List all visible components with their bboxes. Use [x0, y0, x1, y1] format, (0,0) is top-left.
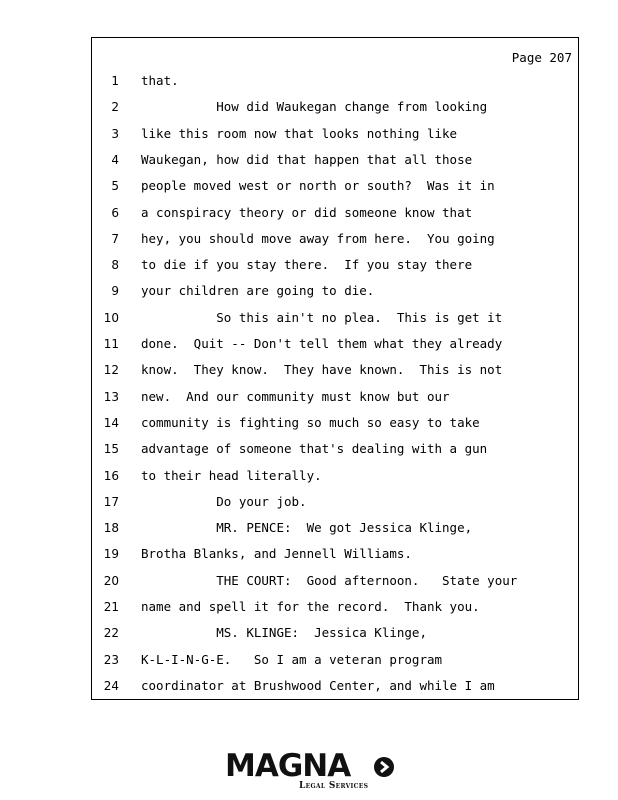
transcript-line	[92, 388, 578, 414]
line-text: that.	[141, 73, 179, 88]
line-number: 7	[111, 231, 119, 246]
line-number: 24	[103, 678, 119, 693]
transcript-line	[92, 282, 578, 308]
page-number: Page 207	[511, 50, 572, 65]
line-number: 2	[111, 100, 119, 115]
transcript-line	[92, 414, 578, 440]
line-number: 3	[111, 126, 119, 141]
transcript-line	[92, 151, 578, 177]
line-number: 13	[103, 389, 119, 404]
line-number: 9	[111, 284, 119, 299]
logo-wordmark: MAGNA	[225, 748, 351, 784]
line-text: to die if you stay there. If you stay there	[141, 257, 473, 273]
line-text: K-L-I-N-G-E. So I am a veteran program	[141, 651, 443, 667]
line-number: 1	[111, 74, 119, 88]
line-text: new. And our community must know but our	[141, 388, 450, 404]
line-number: 23	[103, 652, 119, 667]
transcript-line	[92, 651, 578, 677]
transcript-line	[92, 493, 578, 519]
transcript-line	[92, 624, 578, 650]
transcript-line	[92, 572, 578, 598]
line-text: advantage of someone that's dealing with a gun	[141, 441, 488, 457]
line-number: 21	[103, 600, 119, 614]
transcript-page	[91, 37, 579, 700]
line-number: 11	[103, 337, 119, 351]
line-text: community is fighting so much so easy to take	[141, 414, 480, 430]
line-text: hey, you should move away from here. You going	[141, 230, 495, 246]
line-text: coordinator at Brushwood Center, and while I am	[141, 677, 495, 693]
line-text: name and spell it for the record. Thank you.	[141, 599, 480, 614]
transcript-line	[92, 467, 578, 493]
line-number: 4	[111, 152, 119, 167]
transcript-line	[92, 519, 578, 545]
line-number: 5	[111, 179, 119, 194]
transcript-line	[92, 125, 578, 151]
transcript-line	[92, 204, 578, 230]
line-number: 14	[103, 415, 119, 430]
line-text: Do your job.	[141, 493, 307, 509]
line-text: to their head literally.	[141, 467, 322, 483]
line-text: THE COURT: Good afternoon. State your	[141, 572, 518, 588]
line-text: MS. KLINGE: Jessica Klinge,	[141, 625, 427, 641]
magna-logo	[225, 748, 395, 792]
line-text: people moved west or north or south? Was it in	[141, 178, 495, 194]
line-text: your children are going to die.	[141, 283, 375, 299]
line-text: MR. PENCE: We got Jessica Klinge,	[141, 520, 473, 536]
line-text: done. Quit -- Don't tell them what they already	[141, 336, 503, 351]
transcript-line	[92, 440, 578, 466]
line-text: know. They know. They have known. This is not	[141, 362, 503, 378]
line-text: like this room now that looks nothing like	[141, 125, 458, 141]
arrow-circle-icon	[373, 756, 395, 778]
transcript-line	[92, 230, 578, 256]
line-text: Brotha Blanks, and Jennell Williams.	[141, 546, 412, 562]
line-text: How did Waukegan change from looking	[141, 99, 488, 115]
transcript-line	[92, 177, 578, 203]
transcript-line	[92, 545, 578, 571]
line-number: 16	[103, 468, 119, 483]
line-number: 12	[103, 363, 119, 378]
transcript-line	[92, 677, 578, 703]
transcript-line	[92, 72, 578, 98]
line-text: Waukegan, how did that happen that all those	[141, 151, 473, 167]
line-number: 20	[103, 573, 119, 588]
line-text: a conspiracy theory or did someone know that	[141, 204, 473, 220]
line-number: 8	[111, 258, 119, 273]
line-number: 6	[111, 205, 119, 220]
transcript-line	[92, 256, 578, 282]
transcript-line	[92, 98, 578, 124]
line-number: 19	[103, 547, 119, 562]
transcript-line	[92, 335, 578, 361]
transcript-line	[92, 361, 578, 387]
transcript-line	[92, 598, 578, 624]
line-text: So this ain't no plea. This is get it	[141, 309, 503, 325]
line-number: 18	[103, 521, 119, 536]
line-number: 22	[103, 626, 119, 641]
transcript-line	[92, 309, 578, 335]
line-number: 10	[103, 310, 119, 325]
line-number: 15	[103, 442, 119, 457]
line-number: 17	[103, 494, 119, 509]
logo-subtitle: Legal Services	[299, 781, 369, 791]
